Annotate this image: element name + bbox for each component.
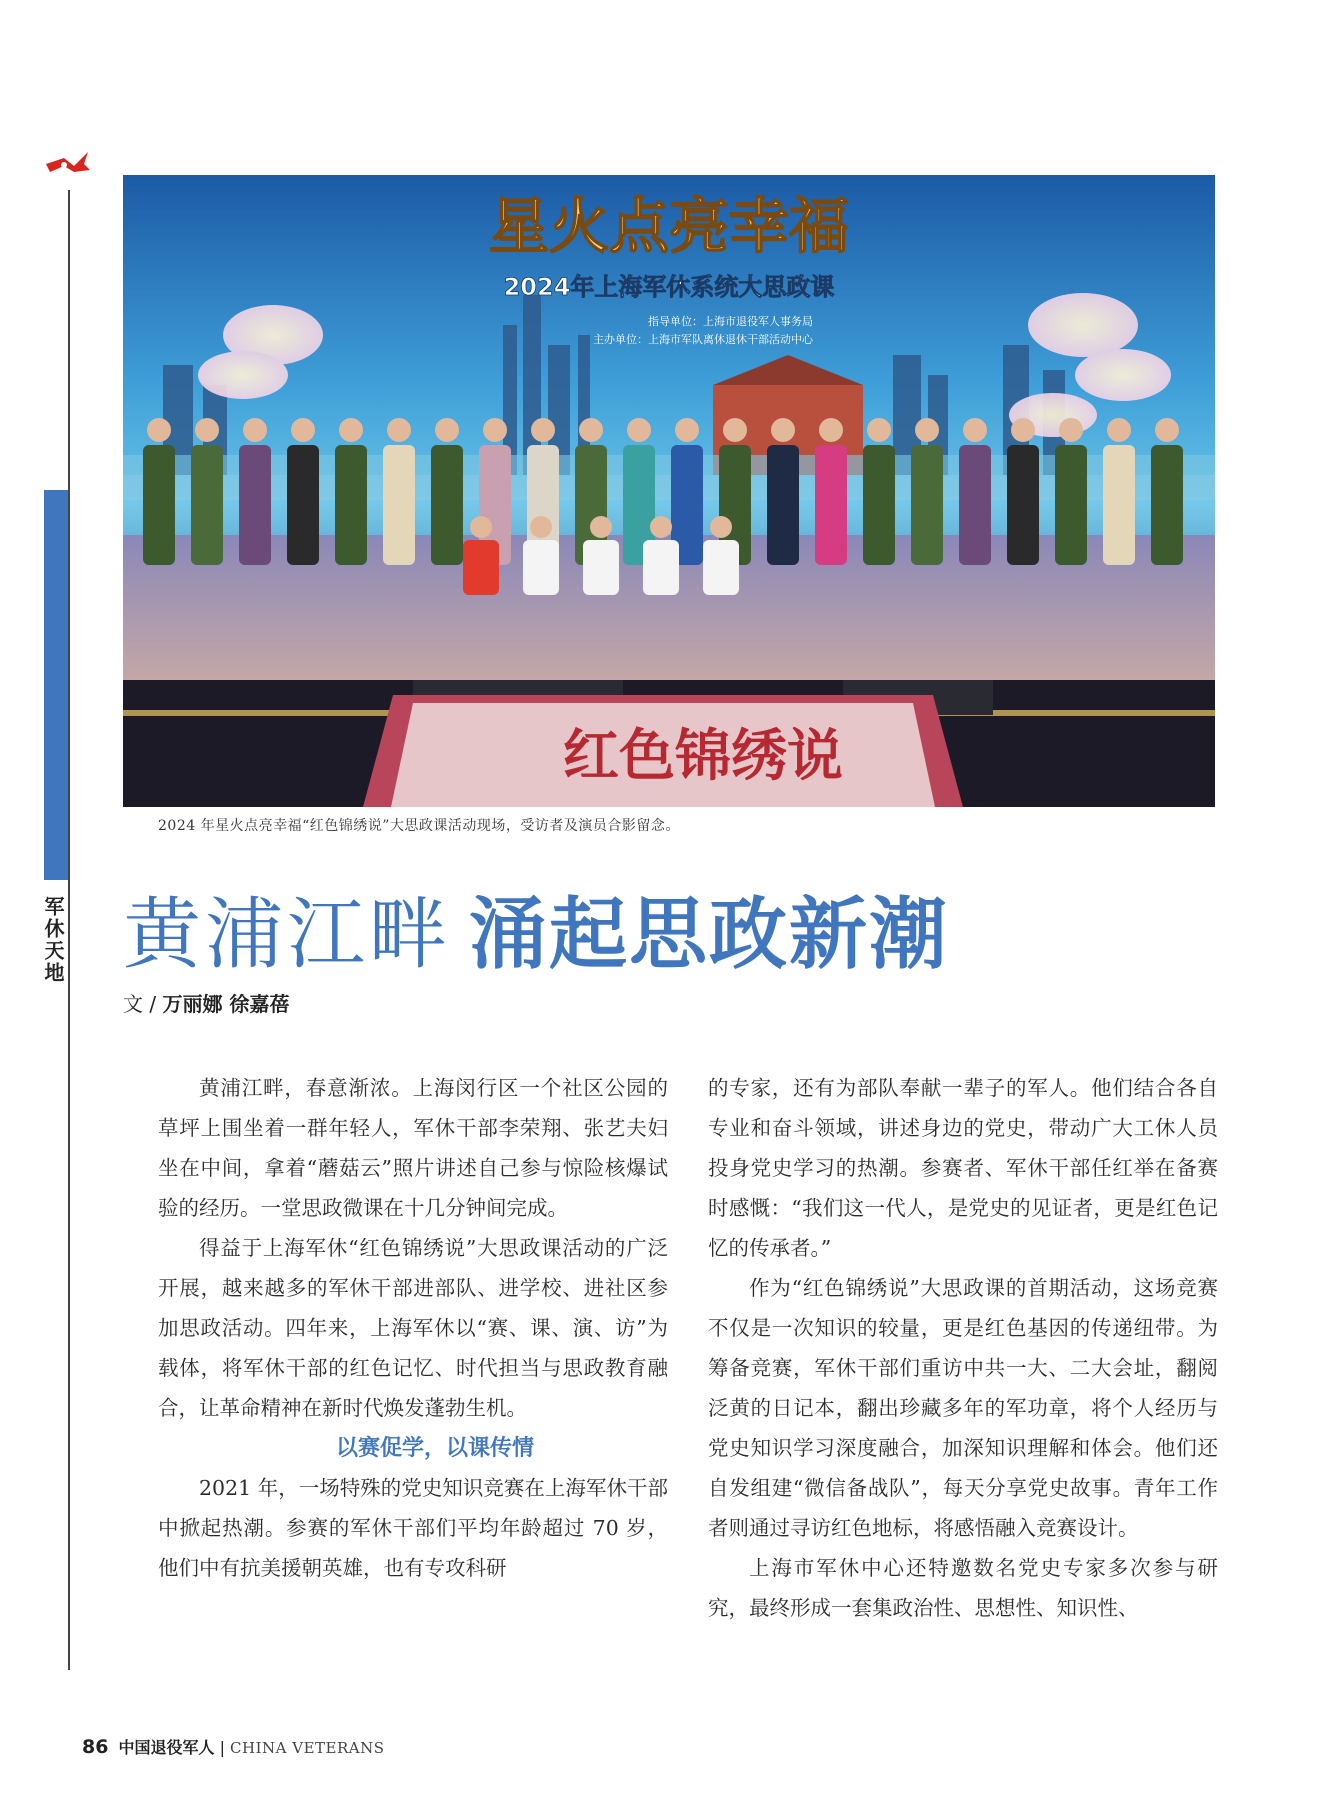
photo-caption: 2024 年星火点亮幸福“红色锦绣说”大思政课活动现场，受访者及演员合影留念。 <box>158 818 680 834</box>
section-color-bar <box>44 490 68 880</box>
article-column-left <box>158 1068 668 1588</box>
paragraph: 得益于上海军休“红色锦绣说”大思政课活动的广泛开展，越来越多的军休干部进部队、进学校、进社区参加思政活动。四年来，上海军休以“赛、课、演、访”为载体，将军休干部的红色记忆、时代担当与思政教育融合，让革命精神在新时代焕发蓬勃生机。 <box>158 1236 668 1420</box>
stage-org1: 指导单位：上海市退役军人事务局 <box>648 315 813 328</box>
stage-title: 星火点亮幸福 <box>489 192 849 262</box>
podium-text: 红色锦绣说 <box>563 723 843 789</box>
page-number: 86 <box>82 1736 109 1758</box>
paragraph: 2021 年，一场特殊的党史知识竞赛在上海军休干部中掀起热潮。参赛的军休干部们平均年龄超过 70 岁，他们中有抗美援朝英雄，也有专攻科研 <box>158 1476 668 1580</box>
page-footer <box>82 1735 385 1758</box>
stage-subtitle: 2024年上海军休系统大思政课 <box>503 273 835 301</box>
stage-photo <box>123 175 1215 807</box>
headline-part1: 黄浦江畔 <box>123 890 452 980</box>
headline-part2: 涌起思政新潮 <box>469 890 950 980</box>
headline <box>123 872 949 984</box>
magazine-name: 中国退役军人 <box>118 1738 215 1757</box>
byline-prefix: 文 / <box>123 992 163 1016</box>
paragraph: 黄浦江畔，春意渐浓。上海闵行区一个社区公园的草坪上围坐着一群年轻人，军休干部李荣翔、张艺夫妇坐在中间，拿着“蘑菇云”照片讲述自己参与惊险核爆试验的经历。一堂思政微课在十几分钟间完成。 <box>158 1076 668 1220</box>
section-subhead: 以赛促学，以课传情 <box>335 1435 534 1461</box>
magazine-english-name: CHINA VETERANS <box>230 1739 385 1757</box>
paragraph: 的专家，还有为部队奉献一辈子的军人。他们结合各自专业和奋斗领域，讲述身边的党史，带动广大工休人员投身党史学习的热潮。参赛者、军休干部任红举在备赛时感慨：“我们这一代人，是党史的见证者，更是红色记忆的传承者。” <box>708 1076 1218 1260</box>
article-column-right <box>708 1068 1218 1628</box>
section-label: 军休天地 <box>41 896 65 984</box>
byline-authors: 万丽娜 徐嘉蓓 <box>162 992 290 1016</box>
paragraph: 上海市军休中心还特邀数名党史专家多次参与研究，最终形成一套集政治性、思想性、知识性、 <box>708 1556 1218 1620</box>
side-rule <box>68 190 70 1670</box>
footer-separator: | <box>219 1738 225 1757</box>
red-ribbon-logo-icon <box>44 150 92 180</box>
stage-org2: 主办单位：上海市军队离休退休干部活动中心 <box>593 333 813 346</box>
byline <box>123 988 289 1017</box>
paragraph: 作为“红色锦绣说”大思政课的首期活动，这场竞赛不仅是一次知识的较量，更是红色基因的传递纽带。为筹备竞赛，军休干部们重访中共一大、二大会址，翻阅泛黄的日记本，翻出珍藏多年的军功章，将个人经历与党史知识学习深度融合，加深知识理解和体会。他们还自发组建“微信备战队”，每天分享党史故事。青年工作者则通过寻访红色地标，将感悟融入竞赛设计。 <box>708 1276 1218 1540</box>
